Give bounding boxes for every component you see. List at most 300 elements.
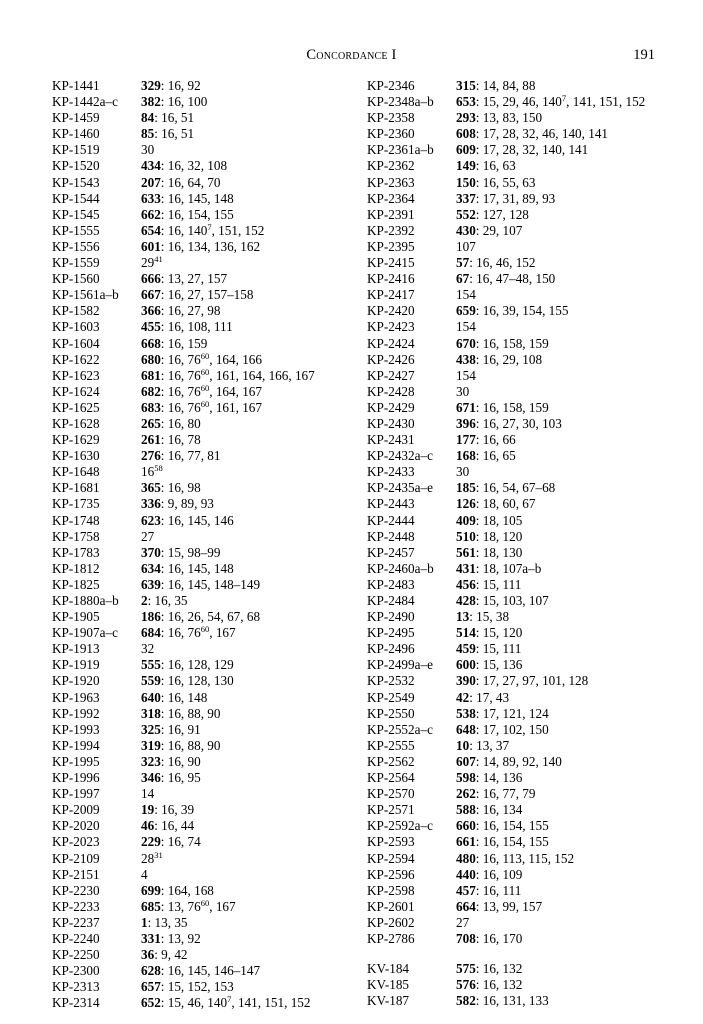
page-refs: 107: [456, 238, 476, 254]
page-refs: : 16, 145, 148: [160, 560, 234, 576]
entry-number: 336: [141, 496, 161, 512]
concordance-entry: [52, 722, 352, 738]
reference: [456, 239, 476, 255]
reference: [456, 545, 522, 561]
reference: [456, 931, 522, 947]
catalog-id: KP-1880a–b: [52, 593, 119, 608]
catalog-id: KP-1603: [52, 319, 100, 335]
reference: [141, 834, 201, 850]
reference: [456, 175, 536, 191]
entry-number: 10: [456, 737, 470, 753]
reference: [141, 255, 163, 271]
catalog-id: KV-185: [367, 977, 410, 993]
page-refs: : 9, 89, 93: [160, 496, 214, 512]
concordance-entry: [52, 239, 352, 255]
entry-number: 430: [456, 222, 476, 238]
catalog-id: KP-1993: [52, 721, 100, 737]
catalog-id: KP-2433: [367, 464, 415, 480]
page-refs: : 16, 76: [160, 625, 201, 641]
catalog-id: KP-1561a–b: [52, 287, 119, 303]
entry-number: 36: [141, 947, 155, 963]
entry-number: 607: [456, 753, 476, 769]
page-refs: : 16, 170: [475, 930, 523, 946]
entry-number: 623: [141, 512, 161, 528]
entry-number: 229: [141, 834, 161, 850]
catalog-id: KP-2313: [52, 979, 100, 995]
page-refs: : 17, 27, 97, 101, 128: [475, 673, 589, 689]
concordance-entry: [367, 448, 667, 464]
reference: [456, 770, 522, 786]
concordance-entry: [367, 352, 667, 368]
footnote-mark: 7: [561, 93, 567, 104]
entry-number: 382: [141, 94, 161, 110]
page-refs: : 15, 111: [475, 576, 522, 592]
entry-number: 680: [141, 351, 161, 367]
page-refs: : 17, 121, 124: [475, 705, 549, 721]
concordance-entry: [52, 867, 352, 883]
page-refs: : 15, 46, 140: [160, 995, 228, 1011]
entry-number: 561: [456, 544, 476, 560]
catalog-id: KP-2564: [367, 770, 415, 786]
page-refs: 14: [141, 786, 155, 802]
page-refs: 16: [141, 464, 155, 480]
concordance-entry: [52, 963, 352, 979]
catalog-id: KV-187: [367, 993, 410, 1009]
catalog-id: KP-1460: [52, 126, 100, 142]
reference: [141, 802, 194, 818]
reference: [141, 496, 214, 512]
concordance-entry: [367, 641, 667, 657]
concordance-entry: [367, 961, 667, 977]
catalog-id: KP-1648: [52, 464, 100, 480]
catalog-id: KP-1994: [52, 737, 100, 753]
concordance-entry: [367, 851, 667, 867]
catalog-id: KP-2250: [52, 947, 100, 963]
entry-number: 660: [456, 818, 476, 834]
page-refs: : 16, 134, 136, 162: [160, 238, 261, 254]
page-refs: : 16, 98: [160, 480, 201, 496]
entry-number: 640: [141, 689, 161, 705]
page-refs: 32: [141, 641, 155, 657]
catalog-id: KP-2483: [367, 576, 415, 592]
catalog-id: KP-1907a–c: [52, 625, 118, 641]
concordance-entry: [367, 834, 667, 850]
catalog-id: KP-2552a–c: [367, 721, 433, 737]
entry-number: 331: [141, 930, 161, 946]
entry-number: 576: [456, 977, 476, 993]
concordance-entry: [367, 255, 667, 271]
reference: [141, 384, 262, 400]
reference: [141, 368, 315, 384]
footnote-mark: 60: [200, 398, 210, 409]
reference: [456, 513, 522, 529]
reference: [456, 448, 516, 464]
catalog-id: KP-2314: [52, 995, 100, 1011]
catalog-id: KP-2429: [367, 399, 415, 415]
page-refs: : 16, 66: [475, 432, 516, 448]
entry-number: 555: [141, 657, 161, 673]
concordance-entry: [52, 94, 352, 110]
reference: [141, 142, 154, 158]
catalog-id: KP-2151: [52, 866, 100, 882]
catalog-id: KP-1624: [52, 383, 100, 399]
reference: [141, 78, 201, 94]
catalog-id: KP-1825: [52, 576, 100, 592]
reference: [141, 545, 221, 561]
concordance-entry: [52, 110, 352, 126]
reference: [141, 931, 201, 947]
footnote-mark: 31: [154, 849, 163, 860]
concordance-entry: [367, 207, 667, 223]
catalog-id: KP-2364: [367, 190, 415, 206]
entry-number: 608: [456, 126, 476, 142]
concordance-entry: [52, 979, 352, 995]
concordance-entry: [367, 977, 667, 993]
page-refs: : 14, 84, 88: [475, 78, 536, 93]
reference: [141, 239, 260, 255]
entry-number: 639: [141, 576, 161, 592]
catalog-id: KP-1963: [52, 689, 100, 705]
catalog-id: KP-1519: [52, 142, 100, 158]
page-refs: : 16, 113, 115, 152: [475, 850, 575, 866]
concordance-entry: [367, 368, 667, 384]
catalog-id: KP-1996: [52, 770, 100, 786]
reference: [141, 561, 234, 577]
reference: [141, 110, 194, 126]
page-refs: : 16, 145, 146–147: [160, 963, 261, 979]
entry-number: 552: [456, 206, 476, 222]
page-refs: : 16, 148: [160, 689, 208, 705]
running-title: Concordance I: [306, 47, 397, 63]
concordance-entry: [367, 706, 667, 722]
entry-number: 628: [141, 963, 161, 979]
reference: [456, 899, 542, 915]
page-refs: : 15, 120: [475, 625, 523, 641]
entry-number: 657: [141, 979, 161, 995]
catalog-id: KP-2594: [367, 850, 415, 866]
reference: [456, 480, 555, 496]
reference: [456, 496, 536, 512]
reference: [141, 818, 194, 834]
reference: [456, 78, 536, 94]
page-refs: : 16, 76: [160, 399, 201, 415]
concordance-entry: [367, 78, 667, 94]
page-refs: : 18, 130: [475, 544, 523, 560]
concordance-entry: [367, 336, 667, 352]
page-refs-continued: , 141, 151, 152: [566, 94, 646, 110]
catalog-id: KP-2424: [367, 335, 415, 351]
reference: [141, 94, 207, 110]
concordance-entry: [52, 818, 352, 834]
reference: [456, 223, 522, 239]
page-refs: : 18, 120: [475, 528, 523, 544]
catalog-id: KP-2300: [52, 963, 100, 979]
page-refs: : 13, 92: [160, 930, 201, 946]
reference: [141, 593, 188, 609]
concordance-entry: [367, 754, 667, 770]
catalog-id: KP-2230: [52, 882, 100, 898]
catalog-id: KP-2391: [367, 206, 415, 222]
concordance-entry: [52, 770, 352, 786]
entry-number: 699: [141, 882, 161, 898]
page-refs: : 16, 27, 157–158: [160, 287, 254, 303]
concordance-entry: [367, 110, 667, 126]
page-refs: : 16, 134: [475, 802, 523, 818]
page-refs: : 16, 47–48, 150: [469, 271, 556, 287]
page-refs: : 16, 65: [475, 448, 516, 464]
catalog-id: KP-2363: [367, 174, 415, 190]
reference: [141, 995, 310, 1011]
entry-number: 457: [456, 882, 476, 898]
concordance-entry: [367, 158, 667, 174]
catalog-id: KP-2555: [367, 737, 415, 753]
concordance-entry: [367, 545, 667, 561]
reference: [456, 641, 521, 657]
entry-number: 42: [456, 689, 470, 705]
footnote-mark: 41: [154, 254, 163, 265]
page-refs: 30: [456, 464, 470, 480]
catalog-id: KP-2420: [367, 303, 415, 319]
page-refs: : 13, 37: [469, 737, 510, 753]
concordance-entry: [367, 191, 667, 207]
reference: [456, 529, 522, 545]
concordance-entry: [52, 191, 352, 207]
concordance-entry: [52, 303, 352, 319]
reference: [456, 110, 542, 126]
catalog-id: KP-2240: [52, 930, 100, 946]
entry-number: 323: [141, 753, 161, 769]
concordance-entry: [367, 303, 667, 319]
page-refs: : 16, 154, 155: [160, 206, 234, 222]
reference: [141, 738, 221, 754]
catalog-id: KP-1555: [52, 222, 100, 238]
page-refs: : 17, 43: [469, 689, 510, 705]
catalog-id: KP-1913: [52, 641, 100, 657]
entry-number: 601: [141, 238, 161, 254]
page-number: 191: [633, 47, 655, 63]
catalog-id: KP-1559: [52, 255, 100, 271]
page-refs: : 17, 31, 89, 93: [475, 190, 556, 206]
page-refs: 154: [456, 287, 476, 303]
entry-number: 684: [141, 625, 161, 641]
entry-number: 559: [141, 673, 161, 689]
entry-number: 365: [141, 480, 161, 496]
page-refs: : 18, 60, 67: [475, 496, 536, 512]
concordance-column-right: [367, 78, 667, 1009]
concordance-entry: [367, 287, 667, 303]
entry-number: 390: [456, 673, 476, 689]
concordance-entry: [367, 673, 667, 689]
page-refs: : 15, 38: [469, 609, 510, 625]
page-refs: : 16, 140: [160, 222, 208, 238]
page-refs: : 16, 109: [475, 866, 523, 882]
concordance-entry: [367, 722, 667, 738]
catalog-id: KP-1625: [52, 399, 100, 415]
catalog-id: KP-2009: [52, 802, 100, 818]
concordance-entry: [52, 255, 352, 271]
page-refs: : 16, 158, 159: [475, 399, 549, 415]
page-refs: : 16, 158, 159: [475, 335, 549, 351]
catalog-id: KP-2427: [367, 367, 415, 383]
catalog-id: KP-2395: [367, 238, 415, 254]
page-refs: 29: [141, 255, 155, 271]
reference: [456, 384, 469, 400]
reference: [456, 271, 555, 287]
reference: [141, 287, 253, 303]
reference: [141, 690, 207, 706]
page-refs: : 16, 108, 111: [160, 319, 233, 335]
page-refs: : 13, 76: [160, 898, 201, 914]
page-refs: : 16, 29, 108: [475, 351, 543, 367]
reference: [141, 963, 260, 979]
concordance-entry: [367, 867, 667, 883]
concordance-entry: [52, 561, 352, 577]
reference: [456, 673, 588, 689]
concordance-entry: [367, 464, 667, 480]
concordance-entry: [52, 754, 352, 770]
entry-number: 598: [456, 770, 476, 786]
concordance-entry: [52, 78, 352, 94]
page-refs: : 16, 39: [154, 802, 195, 818]
concordance-entry: [367, 94, 667, 110]
reference: [456, 786, 536, 802]
reference: [141, 641, 154, 657]
entry-number: 480: [456, 850, 476, 866]
reference: [456, 818, 549, 834]
page-refs: : 13, 83, 150: [475, 110, 543, 126]
concordance-entry: [52, 416, 352, 432]
concordance-entry: [367, 239, 667, 255]
page-refs: 27: [141, 528, 155, 544]
catalog-id: KP-2457: [367, 544, 415, 560]
reference: [141, 851, 163, 867]
concordance-entry: [52, 577, 352, 593]
page-refs: : 16, 44: [154, 818, 195, 834]
reference: [456, 657, 522, 673]
page-refs: 30: [456, 383, 470, 399]
concordance-entry: [367, 496, 667, 512]
page-refs: : 13, 27, 157: [160, 271, 228, 287]
concordance-entry: [367, 223, 667, 239]
concordance-entry: [52, 287, 352, 303]
concordance-entry: [52, 690, 352, 706]
catalog-id: KP-1441: [52, 78, 100, 93]
footnote-mark: 60: [200, 624, 210, 635]
concordance-entry: [367, 416, 667, 432]
entry-number: 319: [141, 737, 161, 753]
concordance-entry: [367, 175, 667, 191]
concordance-entry: [52, 609, 352, 625]
catalog-id: KP-2360: [367, 126, 415, 142]
catalog-id: KP-1992: [52, 705, 100, 721]
entry-number: 67: [456, 271, 470, 287]
page-refs: : 13, 35: [147, 914, 188, 930]
concordance-entry: [52, 207, 352, 223]
page-refs: : 16, 78: [160, 432, 201, 448]
catalog-id: KP-1556: [52, 238, 100, 254]
catalog-id: KP-1545: [52, 206, 100, 222]
page-refs: : 16, 91: [160, 721, 201, 737]
catalog-id: KP-2361a–b: [367, 142, 434, 158]
entry-number: 681: [141, 367, 161, 383]
page-refs: : 16, 132: [475, 961, 523, 977]
concordance-entry: [52, 851, 352, 867]
entry-number: 575: [456, 961, 476, 977]
reference: [141, 754, 201, 770]
reference: [141, 158, 227, 174]
entry-number: 396: [456, 415, 476, 431]
catalog-id: KP-2602: [367, 914, 415, 930]
entry-number: 648: [456, 721, 476, 737]
entry-number: 1: [141, 914, 148, 930]
catalog-id: KP-2109: [52, 850, 100, 866]
reference: [141, 786, 154, 802]
page-refs: : 16, 88, 90: [160, 737, 221, 753]
entry-number: 346: [141, 770, 161, 786]
concordance-entry: [52, 432, 352, 448]
footnote-mark: 60: [200, 382, 210, 393]
concordance-entry: [52, 834, 352, 850]
page-refs: : 13, 99, 157: [475, 898, 543, 914]
page-refs-continued: , 167: [209, 898, 236, 914]
page-refs: : 16, 90: [160, 753, 201, 769]
reference: [456, 191, 555, 207]
page-refs: : 15, 136: [475, 657, 523, 673]
entry-number: 57: [456, 255, 470, 271]
entry-number: 149: [456, 158, 476, 174]
entry-number: 664: [456, 898, 476, 914]
reference: [456, 915, 469, 931]
reference: [141, 770, 201, 786]
catalog-id: KP-1459: [52, 110, 100, 126]
catalog-id: KP-1735: [52, 496, 100, 512]
entry-number: 177: [456, 432, 476, 448]
entry-number: 261: [141, 432, 161, 448]
concordance-entry: [367, 770, 667, 786]
reference: [141, 706, 221, 722]
reference: [141, 175, 221, 191]
page-refs: : 16, 128, 130: [160, 673, 234, 689]
concordance-entry: [52, 223, 352, 239]
entry-number: 185: [456, 480, 476, 496]
concordance-entry: [52, 883, 352, 899]
concordance-entry: [367, 690, 667, 706]
entry-number: 293: [456, 110, 476, 126]
concordance-entry: [367, 400, 667, 416]
concordance-entry: [367, 883, 667, 899]
page-refs: : 16, 132: [475, 977, 523, 993]
concordance-entry: [52, 673, 352, 689]
entry-number: 654: [141, 222, 161, 238]
concordance-entry: [52, 657, 352, 673]
catalog-id: KP-1997: [52, 786, 100, 802]
page-refs: : 16, 128, 129: [160, 657, 234, 673]
entry-number: 370: [141, 544, 161, 560]
reference: [456, 319, 476, 335]
catalog-id: KP-1622: [52, 351, 100, 367]
entry-number: 634: [141, 560, 161, 576]
reference: [141, 899, 236, 915]
page-refs: : 16, 77, 79: [475, 786, 536, 802]
reference: [456, 802, 522, 818]
concordance-entry: [367, 818, 667, 834]
entry-number: 315: [456, 78, 476, 93]
page-refs: : 16, 111: [475, 882, 522, 898]
entry-number: 662: [141, 206, 161, 222]
reference: [141, 432, 201, 448]
page-refs: : 17, 28, 32, 46, 140, 141: [475, 126, 609, 142]
catalog-id: KP-2532: [367, 673, 415, 689]
